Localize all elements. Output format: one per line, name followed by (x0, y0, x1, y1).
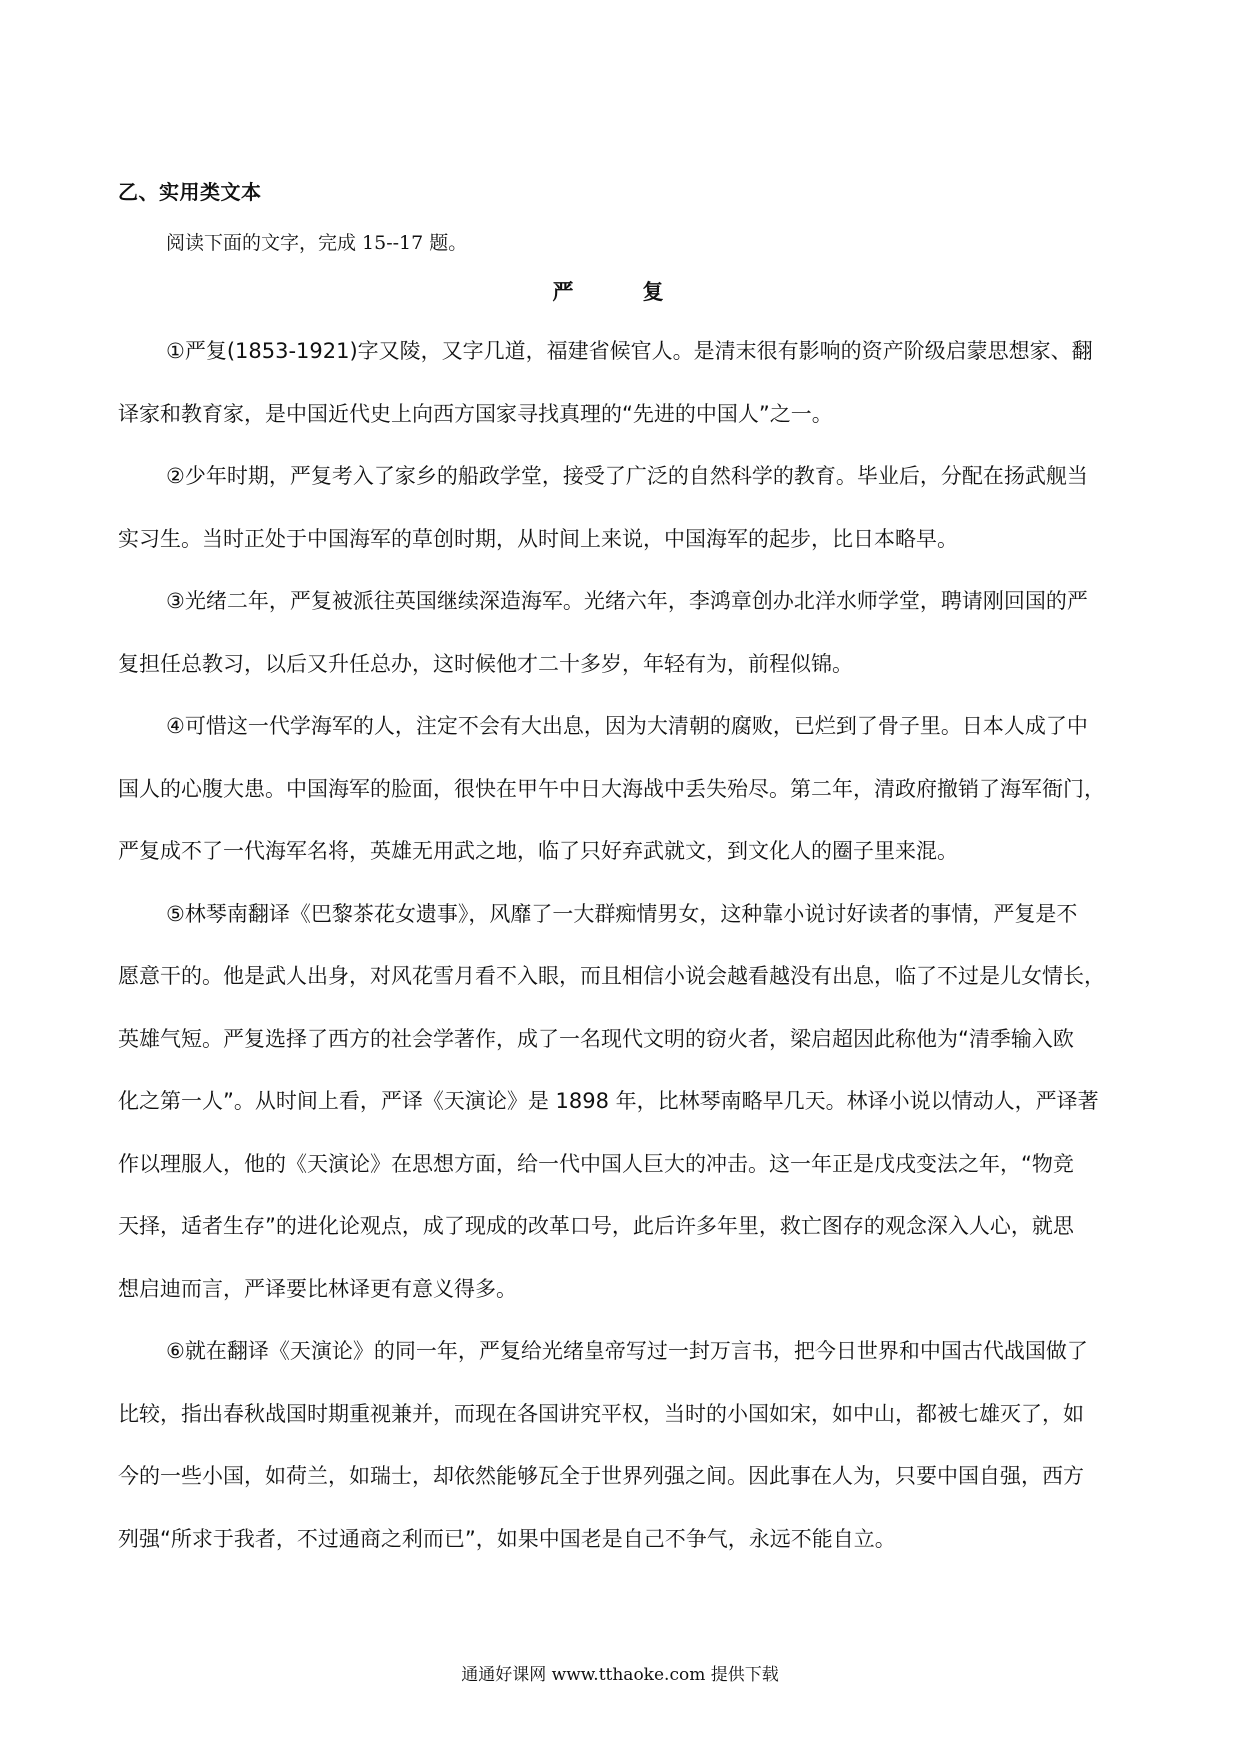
paragraph-4 (118, 695, 1123, 883)
paragraph-line: 复担任总教习，以后又升任总办，这时候他才二十多岁，年轻有为，前程似锦。 (118, 651, 853, 676)
paragraph-line: ⑤林琴南翻译《巴黎茶花女遗事》，风靡了一大群痴情男女，这种靠小说讨好读者的事情，严复是不 (166, 901, 1078, 926)
paragraph-line: 严复成不了一代海军名将，英雄无用武之地，临了只好弃武就文，到文化人的圈子里来混。 (118, 839, 958, 863)
paragraph-line: 天择，适者生存”的进化论观点，成了现成的改革口号，此后许多年里，救亡图存的观念深入人心，就思 (118, 1214, 1074, 1238)
paragraph-line: 比较，指出春秋战国时期重视兼并，而现在各国讲究平权，当时的小国如宋，如中山，都被七雄灭了，如 (118, 1401, 1084, 1426)
paragraph-1 (118, 320, 1123, 445)
paragraph-line: 实习生。当时正处于中国海军的草创时期，从时间上来说，中国海军的起步，比日本略早。 (118, 526, 958, 551)
paragraph-line: 今的一些小国，如荷兰，如瑞士，却依然能够瓦全于世界列强之间。因此事在人为，只要中国自强，西方 (118, 1464, 1084, 1488)
page-footer: 通通好课网 www.tthaoke.com 提供下载 (461, 1665, 779, 1685)
paragraph-2 (118, 445, 1123, 570)
paragraph-3 (118, 570, 1123, 695)
article-body (118, 320, 1123, 1570)
paragraph-line: ⑥就在翻译《天演论》的同一年，严复给光绪皇帝写过一封万言书，把今日世界和中国古代战国做了 (166, 1339, 1088, 1363)
paragraph-line: ②少年时期，严复考入了家乡的船政学堂，接受了广泛的自然科学的教育。毕业后，分配在扬武舰当 (166, 464, 1088, 488)
paragraph-line: 愿意干的。他是武人出身，对风花雪月看不入眼，而且相信小说会越看越没有出息，临了不过是儿女情长， (118, 964, 1105, 988)
paragraph-line: 化之第一人”。从时间上看，严译《天演论》是 1898 年，比林琴南略早几天。林译小说以情动人，严译著 (118, 1089, 1099, 1113)
paragraph-5 (118, 883, 1123, 1321)
paragraph-line: 作以理服人，他的《天演论》在思想方面，给一代中国人巨大的冲击。这一年正是戊戌变法之年，“物竞 (118, 1151, 1074, 1176)
section-title: 乙、实用类文本 (118, 180, 262, 204)
paragraph-line: ①严复(1853-1921)字又陵，又字几道，福建省候官人。是清末很有影响的资产阶级启蒙思想家、翻 (166, 339, 1093, 363)
paragraph-line: 译家和教育家，是中国近代史上向西方国家寻找真理的“先进的中国人”之一。 (118, 401, 833, 426)
paragraph-line: 英雄气短。严复选择了西方的社会学著作，成了一名现代文明的窃火者，梁启超因此称他为“清季输入欧 (118, 1026, 1074, 1051)
reading-instruction: 阅读下面的文字，完成 15--17 题。 (166, 232, 468, 254)
paragraph-line: 想启迪而言，严译要比林译更有意义得多。 (118, 1276, 517, 1301)
paragraph-6 (118, 1320, 1123, 1570)
paragraph-line: 列强“所求于我者，不过通商之利而已”，如果中国老是自己不争气，永远不能自立。 (118, 1526, 896, 1551)
article-title: 严 复 (552, 280, 688, 304)
paragraph-line: ③光绪二年，严复被派往英国继续深造海军。光绪六年，李鸿章创办北洋水师学堂，聘请刚回国的严 (166, 589, 1088, 613)
paragraph-line: ④可惜这一代学海军的人，注定不会有大出息，因为大清朝的腐败，已烂到了骨子里。日本人成了中 (166, 714, 1088, 738)
paragraph-line: 国人的心腹大患。中国海军的脸面，很快在甲午中日大海战中丢失殆尽。第二年，清政府撤销了海军衙门， (118, 776, 1105, 801)
